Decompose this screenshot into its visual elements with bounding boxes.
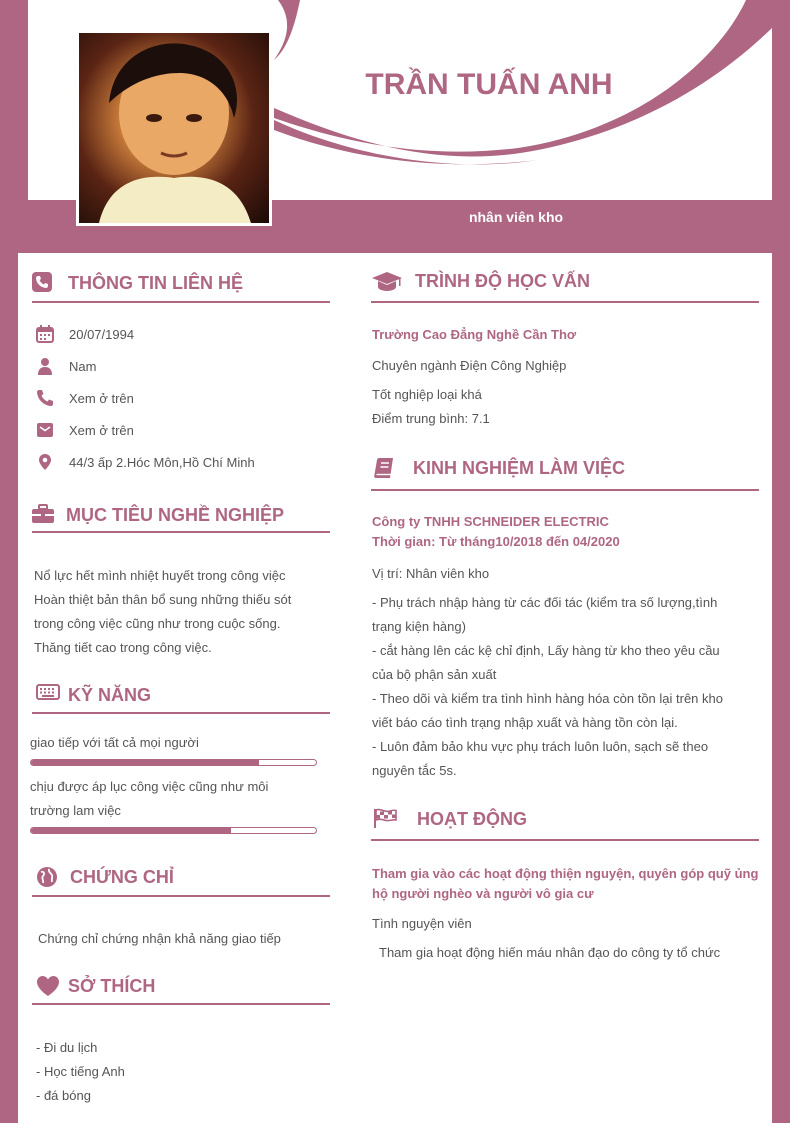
graduation-cap-icon	[371, 270, 403, 292]
duty-line: nguyên tắc 5s.	[372, 763, 457, 778]
duty-line: - Luôn đảm bảo khu vực phụ trách luôn luôn, sạch sẽ theo	[372, 739, 709, 754]
hobby-item: - đá bóng	[36, 1088, 91, 1103]
contact-value: 44/3 ấp 2.Hóc Môn,Hồ Chí Minh	[69, 454, 255, 470]
contact-item-gender	[36, 357, 96, 375]
contact-item-address	[36, 453, 255, 471]
keyboard-icon	[36, 684, 58, 706]
divider	[371, 489, 759, 491]
duty-line: - Phụ trách nhập hàng từ các đối tác (kiểm tra số lượng,tình	[372, 595, 718, 610]
skills-title: KỸ NĂNG	[68, 684, 152, 705]
objective-line: Nổ lực hết mình nhiệt huyết trong công việc	[34, 568, 286, 583]
book-icon	[373, 457, 397, 479]
skill-label: chịu được áp lục công việc cũng như môi	[30, 779, 269, 794]
duty-line: viết báo cáo tình trạng nhập xuất và hàng tồn còn lại.	[372, 715, 678, 730]
education-major: Chuyên ngành Điện Công Nghiệp	[372, 358, 567, 373]
certificates-section-header	[36, 866, 174, 888]
education-gpa: Điểm trung bình: 7.1	[372, 411, 490, 426]
divider	[32, 301, 330, 303]
contact-title: THÔNG TIN LIÊN HỆ	[68, 272, 243, 293]
activities-section-header	[373, 808, 527, 830]
duty-line: - Theo dõi và kiểm tra tình hình hàng hóa còn tồn lại trên kho	[372, 691, 723, 706]
objective-line: trong công việc cũng như trong cuộc sống.	[34, 616, 281, 631]
job-title: nhân viên kho	[468, 209, 564, 225]
job-position: Vị trí: Nhân viên kho	[372, 566, 490, 581]
heart-icon	[36, 975, 58, 997]
divider	[32, 895, 330, 897]
contact-value: Xem ở trên	[69, 422, 134, 438]
education-title: TRÌNH ĐỘ HỌC VẤN	[415, 270, 590, 291]
objective-text	[34, 564, 334, 660]
activity-headline-line: Tham gia vào các hoạt động thiện nguyện, quyên góp quỹ ủng	[372, 866, 759, 881]
contact-item-birthday	[36, 325, 134, 343]
skill-bar-fill	[31, 760, 259, 765]
globe-icon	[36, 866, 58, 888]
hobbies-title: SỞ THÍCH	[68, 975, 156, 996]
skill-label: trường lam việc	[30, 803, 121, 818]
person-icon	[36, 357, 54, 375]
duty-line: trạng kiện hàng)	[372, 619, 466, 634]
duty-line: - cắt hàng lên các kệ chỉ định, Lấy hàng từ kho theo yêu cầu	[372, 643, 720, 658]
activities-title: HOẠT ĐỘNG	[417, 808, 527, 829]
experience-section-header	[373, 457, 625, 479]
divider	[371, 301, 759, 303]
certificates-title: CHỨNG CHỈ	[70, 866, 174, 887]
skill-bar-fill	[31, 828, 231, 833]
job-duties	[372, 591, 762, 783]
activity-detail: Tham gia hoạt động hiến máu nhân đạo do công ty tổ chức	[379, 945, 721, 960]
resume-sheet	[18, 0, 772, 1123]
contact-value: Xem ở trên	[69, 390, 134, 406]
checkered-flag-icon	[373, 808, 397, 830]
profile-photo	[76, 30, 272, 226]
contact-section-header	[32, 272, 243, 294]
objective-line: Thăng tiết cao trong công việc.	[34, 640, 212, 655]
education-section-header	[371, 270, 590, 292]
certificate-item: Chứng chỉ chứng nhận khả năng giao tiếp	[38, 931, 281, 946]
phone-square-icon	[32, 272, 54, 294]
briefcase-icon	[32, 504, 54, 526]
activity-headline-line: hộ người nghèo và người vô gia cư	[372, 886, 594, 901]
experience-title: KINH NGHIỆM LÀM VIỆC	[413, 457, 626, 478]
hobby-item: - Đi du lịch	[36, 1040, 98, 1055]
hobbies-section-header	[36, 975, 155, 997]
envelope-icon	[36, 421, 54, 439]
contact-value: 20/07/1994	[69, 326, 135, 342]
candidate-name: TRẦN TUẤN ANH	[365, 68, 613, 101]
school-name: Trường Cao Đẳng Nghề Cần Thơ	[372, 327, 577, 342]
skill-bar	[30, 827, 317, 834]
employment-period: Thời gian: Từ tháng10/2018 đến 04/2020	[372, 534, 620, 549]
skill-label: giao tiếp với tất cả mọi người	[30, 735, 199, 750]
map-pin-icon	[36, 453, 54, 471]
divider	[371, 839, 759, 841]
skills-section-header	[36, 684, 151, 706]
contact-item-phone[interactable]	[36, 389, 134, 407]
objective-title: MỤC TIÊU NGHỀ NGHIỆP	[66, 504, 285, 525]
calendar-icon	[36, 325, 54, 343]
education-grade: Tốt nghiệp loại khá	[372, 387, 482, 402]
divider	[32, 531, 330, 533]
activity-role: Tình nguyện viên	[372, 916, 472, 931]
divider	[32, 712, 330, 714]
duty-line: của bộ phận sản xuất	[372, 667, 497, 682]
contact-item-email[interactable]	[36, 421, 134, 439]
contact-value: Nam	[69, 358, 97, 374]
hobby-item: - Học tiếng Anh	[36, 1064, 125, 1079]
phone-icon	[36, 389, 54, 407]
company-name: Công ty TNHH SCHNEIDER ELECTRIC	[372, 514, 609, 529]
objective-section-header	[32, 504, 284, 526]
objective-line: Hoàn thiệt bản thân bổ sung những thiếu sót	[34, 592, 292, 607]
activity-headline	[372, 864, 758, 904]
skill-bar	[30, 759, 317, 766]
divider	[32, 1003, 330, 1005]
